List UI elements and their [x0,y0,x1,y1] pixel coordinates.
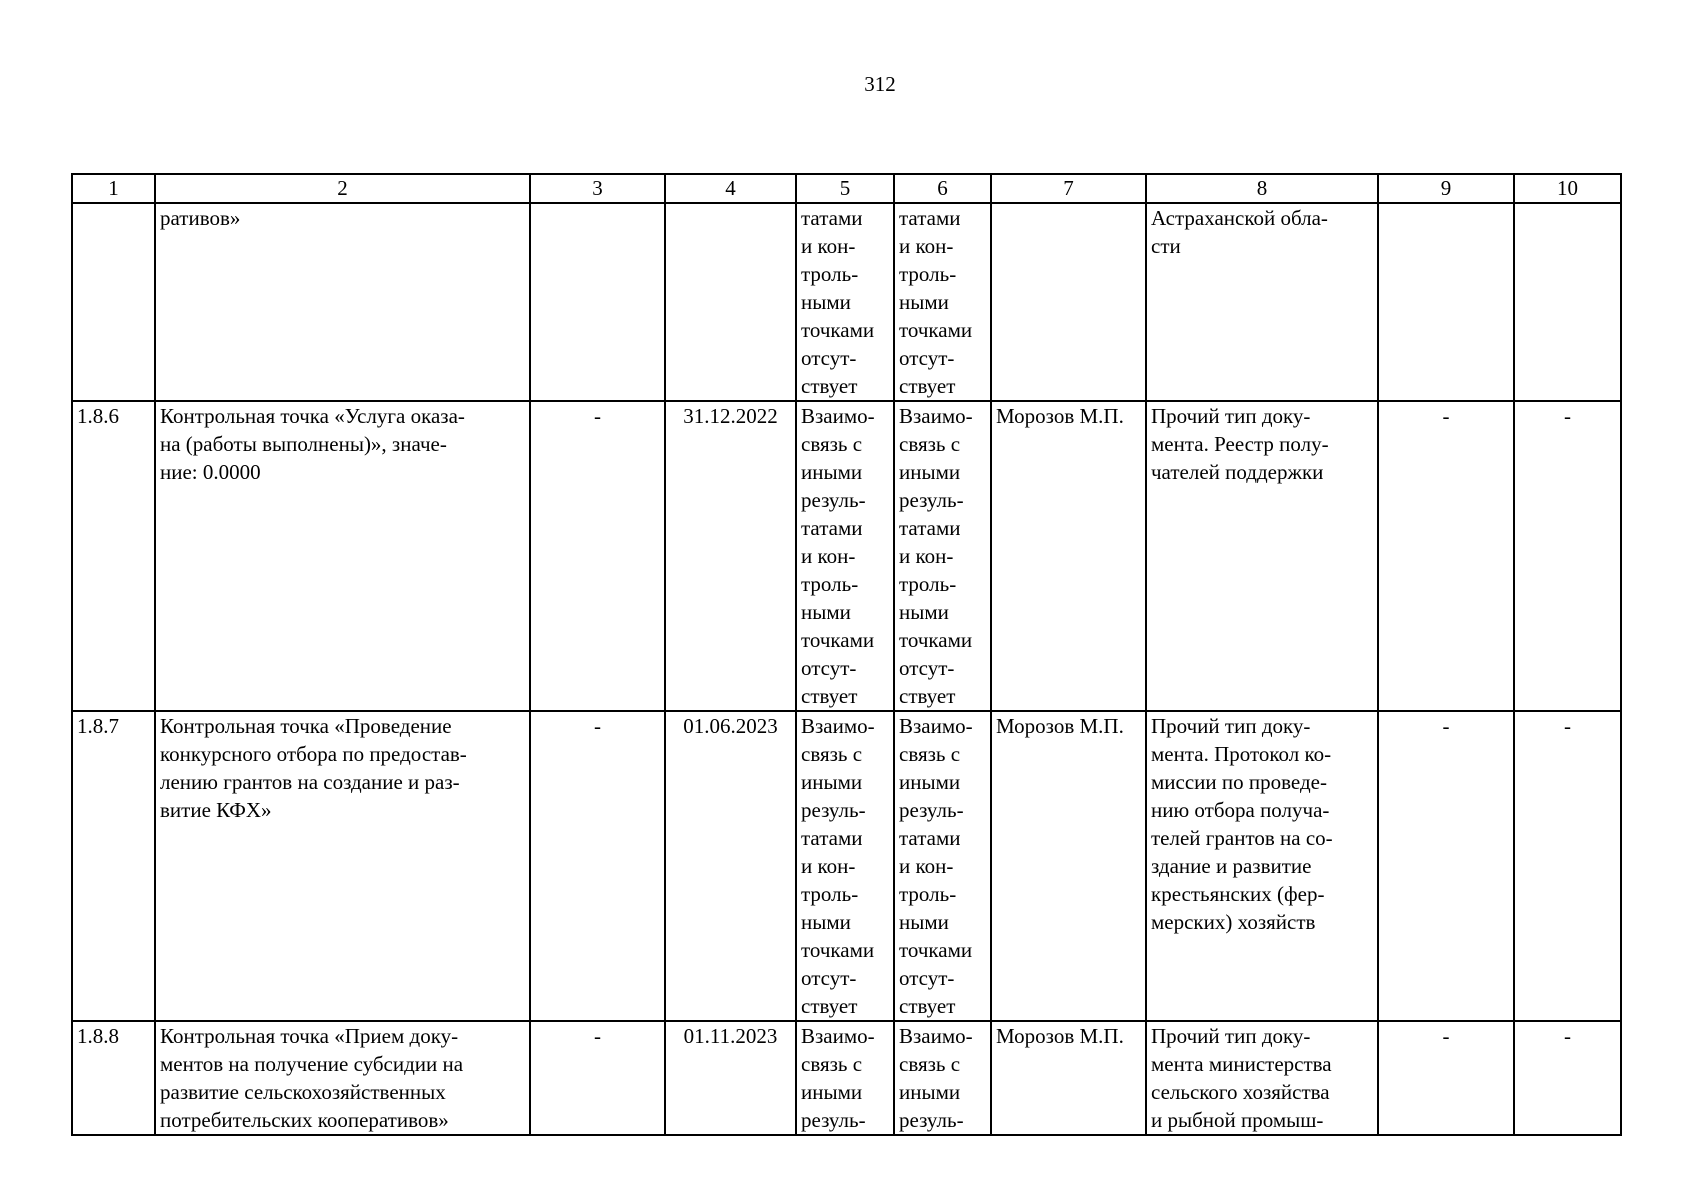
table-row [72,401,1621,711]
column-header: 5 [796,174,894,203]
cell-col10: - [1514,711,1621,1021]
cell-relation [796,1021,894,1135]
control-points-table [71,173,1622,1136]
cell-text-line: ративов» [160,206,241,230]
cell-number: 1.8.7 [72,711,155,1021]
cell-text-line: ствует [899,994,956,1018]
table-row [72,711,1621,1021]
column-header: 6 [894,174,991,203]
column-header: 10 [1514,174,1621,203]
cell-text-line: резуль- [899,488,964,512]
cell-text-line: ными [899,600,949,624]
cell-text-line: точками [801,318,875,342]
cell-text-line: иными [801,1080,863,1104]
cell-description [155,203,530,401]
cell-text-line: Взаимо- [801,1024,875,1048]
cell-relation [894,1021,991,1135]
cell-text-line: резуль- [801,1108,866,1132]
cell-document-type [1146,203,1378,401]
cell-text-line: чателей поддержки [1151,460,1324,484]
cell-document-type [1146,401,1378,711]
cell-text-line: миссии по проведе- [1151,770,1327,794]
cell-relation [796,711,894,1021]
cell-text-line: татами [801,826,863,850]
cell-date: 01.11.2023 [665,1021,796,1135]
cell-text-line: троль- [801,882,859,906]
cell-text-line: ствует [899,374,956,398]
cell-text-line: и кон- [899,234,954,258]
cell-text-line: связь с [801,1052,863,1076]
cell-text-line: ние: 0.0000 [160,460,261,484]
cell-text-line: Прочий тип доку- [1151,714,1311,738]
cell-col9: - [1378,401,1514,711]
cell-text-line: связь с [899,1052,961,1076]
cell-date: 01.06.2023 [665,711,796,1021]
column-header: 4 [665,174,796,203]
cell-col9: - [1378,711,1514,1021]
cell-text-line: точками [899,318,973,342]
cell-text-line: татами [899,516,961,540]
cell-date: 31.12.2022 [665,401,796,711]
cell-text-line: иными [801,770,863,794]
column-header: 9 [1378,174,1514,203]
cell-text-line: отсут- [801,346,857,370]
cell-number [72,203,155,401]
cell-responsible: Морозов М.П. [991,1021,1146,1135]
cell-text-line: мента. Реестр полу- [1151,432,1329,456]
cell-text-line: троль- [899,262,957,286]
cell-text-line: точками [899,628,973,652]
cell-col10: - [1514,401,1621,711]
cell-description [155,401,530,711]
cell-text-line: Контрольная точка «Услуга оказа- [160,404,465,428]
cell-text-line: здание и развитие [1151,854,1312,878]
cell-col3: - [530,401,665,711]
cell-text-line: иными [899,770,961,794]
cell-col10 [1514,203,1621,401]
cell-text-line: мерских) хозяйств [1151,910,1316,934]
cell-text-line: татами [899,206,961,230]
cell-text-line: телей грантов на со- [1151,826,1333,850]
cell-text-line: резуль- [899,1108,964,1132]
cell-relation [894,711,991,1021]
cell-text-line: связь с [899,432,961,456]
column-header: 1 [72,174,155,203]
cell-text-line: иными [899,1080,961,1104]
cell-text-line: троль- [899,882,957,906]
column-header: 2 [155,174,530,203]
cell-text-line: Контрольная точка «Прием доку- [160,1024,459,1048]
cell-text-line: ными [801,910,851,934]
cell-text-line: конкурсного отбора по предостав- [160,742,467,766]
cell-col3 [530,203,665,401]
cell-text-line: связь с [899,742,961,766]
cell-text-line: Прочий тип доку- [1151,404,1311,428]
cell-text-line: троль- [801,262,859,286]
cell-text-line: отсут- [801,966,857,990]
cell-text-line: ными [801,290,851,314]
cell-text-line: татами [801,206,863,230]
cell-text-line: и кон- [899,854,954,878]
cell-text-line: иными [801,460,863,484]
cell-text-line: ными [899,290,949,314]
cell-text-line: Контрольная точка «Проведение [160,714,452,738]
cell-text-line: ными [899,910,949,934]
cell-relation [796,203,894,401]
table-row [72,203,1621,401]
cell-responsible: Морозов М.П. [991,401,1146,711]
cell-text-line: на (работы выполнены)», значе- [160,432,447,456]
cell-number: 1.8.6 [72,401,155,711]
cell-text-line: троль- [801,572,859,596]
cell-text-line: Взаимо- [801,714,875,738]
cell-col9 [1378,203,1514,401]
cell-text-line: татами [801,516,863,540]
cell-text-line: ствует [801,994,858,1018]
cell-text-line: ментов на получение субсидии на [160,1052,464,1076]
cell-responsible [991,203,1146,401]
cell-text-line: крестьянских (фер- [1151,882,1325,906]
cell-description [155,1021,530,1135]
cell-text-line: и кон- [801,854,856,878]
cell-responsible: Морозов М.П. [991,711,1146,1021]
cell-text-line: связь с [801,742,863,766]
cell-col3: - [530,711,665,1021]
column-number-header-row [72,174,1621,203]
cell-text-line: точками [899,938,973,962]
table-row [72,1021,1621,1135]
cell-text-line: отсут- [899,656,955,680]
cell-relation [796,401,894,711]
cell-text-line: сти [1151,234,1181,258]
cell-col10: - [1514,1021,1621,1135]
cell-text-line: троль- [899,572,957,596]
cell-text-line: Взаимо- [899,404,973,428]
cell-text-line: ствует [801,374,858,398]
cell-date [665,203,796,401]
cell-text-line: Прочий тип доку- [1151,1024,1311,1048]
cell-text-line: резуль- [801,488,866,512]
cell-relation [894,203,991,401]
cell-text-line: Астраханской обла- [1151,206,1328,230]
cell-text-line: иными [899,460,961,484]
cell-text-line: Взаимо- [899,1024,973,1048]
cell-number: 1.8.8 [72,1021,155,1135]
cell-col3: - [530,1021,665,1135]
cell-text-line: ствует [899,684,956,708]
cell-text-line: ными [801,600,851,624]
cell-text-line: резуль- [899,798,964,822]
column-header: 7 [991,174,1146,203]
cell-text-line: и кон- [801,234,856,258]
cell-text-line: развитие сельскохозяйственных [160,1080,446,1104]
page-number: 312 [864,72,896,96]
cell-text-line: и рыбной промыш- [1151,1108,1324,1132]
cell-text-line: отсут- [899,966,955,990]
cell-text-line: мента. Протокол ко- [1151,742,1332,766]
cell-text-line: отсут- [899,346,955,370]
cell-col9: - [1378,1021,1514,1135]
cell-text-line: Взаимо- [899,714,973,738]
cell-text-line: витие КФХ» [160,798,272,822]
cell-text-line: точками [801,628,875,652]
column-header: 3 [530,174,665,203]
cell-text-line: и кон- [801,544,856,568]
cell-text-line: лению грантов на создание и раз- [160,770,460,794]
cell-text-line: и кон- [899,544,954,568]
cell-text-line: нию отбора получа- [1151,798,1330,822]
column-header: 8 [1146,174,1378,203]
cell-relation [894,401,991,711]
cell-document-type [1146,1021,1378,1135]
cell-text-line: мента министерства [1151,1052,1332,1076]
cell-text-line: отсут- [801,656,857,680]
cell-description [155,711,530,1021]
cell-text-line: сельского хозяйства [1151,1080,1330,1104]
cell-text-line: резуль- [801,798,866,822]
cell-text-line: ствует [801,684,858,708]
cell-text-line: точками [801,938,875,962]
cell-text-line: потребительских кооперативов» [160,1108,449,1132]
cell-text-line: татами [899,826,961,850]
cell-text-line: связь с [801,432,863,456]
cell-document-type [1146,711,1378,1021]
cell-text-line: Взаимо- [801,404,875,428]
